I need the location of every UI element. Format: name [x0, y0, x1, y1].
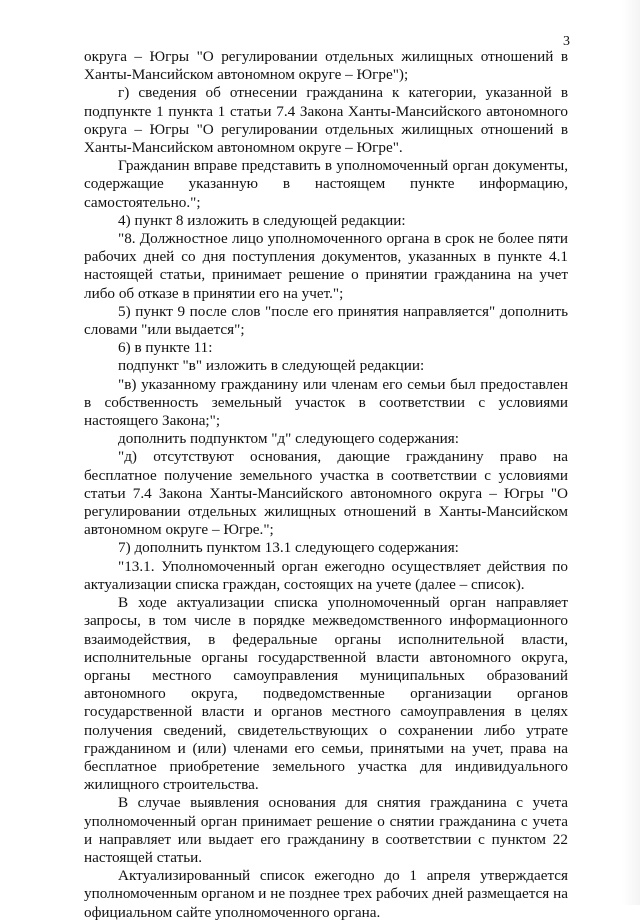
page-number: 3	[563, 34, 570, 49]
paragraph-13: "13.1. Уполномоченный орган ежегодно осуществляет действия по актуализации списка граждан, состоящих на учете (далее – список).	[84, 557, 568, 593]
scan-edge	[622, 0, 640, 905]
paragraph-3: Гражданин вправе представить в уполномоченный орган документы, содержащие указанную в настоящем пункте информацию, самостоятельно.";	[84, 157, 568, 211]
paragraph-5: "8. Должностное лицо уполномоченного органа в срок не более пяти рабочих дней со дня поступления документов, указанных в пункте 4.1 настоящей статьи, принимает решение о принятии гражданина на учет либо об отказе в принятии его на учет.";	[84, 230, 568, 302]
paragraph-8: подпункт "в" изложить в следующей редакции:	[118, 357, 425, 375]
paragraph-11: "д) отсутствуют основания, дающие гражданину право на бесплатное получение земельного участка в соответствии с условиями статьи 7.4 Закона Ханты-Мансийского автономного округа – Югры "О регулировании отдельных жилищных отношений в Ханты-Мансийском автономном округе – Югре.";	[84, 448, 568, 539]
paragraph-12: 7) дополнить пунктом 13.1 следующего содержания:	[118, 539, 459, 557]
paragraph-16: Актуализированный список ежегодно до 1 апреля утверждается уполномоченным органом и не позднее трех рабочих дней размещается на официальном сайте уполномоченного органа.	[84, 867, 568, 921]
paragraph-4: 4) пункт 8 изложить в следующей редакции:	[118, 211, 406, 229]
document-body	[84, 48, 568, 922]
paragraph-14: В ходе актуализации списка уполномоченный орган направляет запросы, в том числе в порядке межведомственного информационного взаимодействия, в федеральные органы исполнительной власти, исполнительные органы государственной власти автономного округа, органы местного самоуправления муниципальных образований автономного округа, подведомственные организации органов государственной власти и органов местного самоуправления в целях получения сведений, свидетельствующих о сохранении либо утрате гражданином и (или) членами его семьи, принятыми на учет, права на бесплатное приобретение земельного участка для индивидуального жилищного строительства.	[84, 594, 568, 794]
paragraph-1: округа – Югры "О регулировании отдельных жилищных отношений в Ханты-Мансийском автономном округе – Югре");	[84, 48, 568, 84]
paragraph-10: дополнить подпунктом "д" следующего содержания:	[118, 430, 460, 448]
paragraph-15: В случае выявления основания для снятия гражданина с учета уполномоченный орган принимает решение о снятии гражданина с учета и направляет или выдает его гражданину в соответствии с пунктом 22 настоящей статьи.	[84, 794, 568, 866]
paragraph-9: "в) указанному гражданину или членам его семьи был предоставлен в собственность земельный участок в соответствии с условиями настоящего Закона;";	[84, 375, 568, 430]
paragraph-7: 6) в пункте 11:	[118, 339, 213, 357]
paragraph-2: г) сведения об отнесении гражданина к категории, указанной в подпункте 1 пункта 1 статьи 7.4 Закона Ханты-Мансийского автономного округа – Югры "О регулировании отдельных жилищных отношений в Ханты-Мансийском автономном округе – Югре".	[84, 84, 568, 157]
paragraph-6: 5) пункт 9 после слов "после его принятия направляется" дополнить словами "или выдается";	[84, 302, 568, 339]
